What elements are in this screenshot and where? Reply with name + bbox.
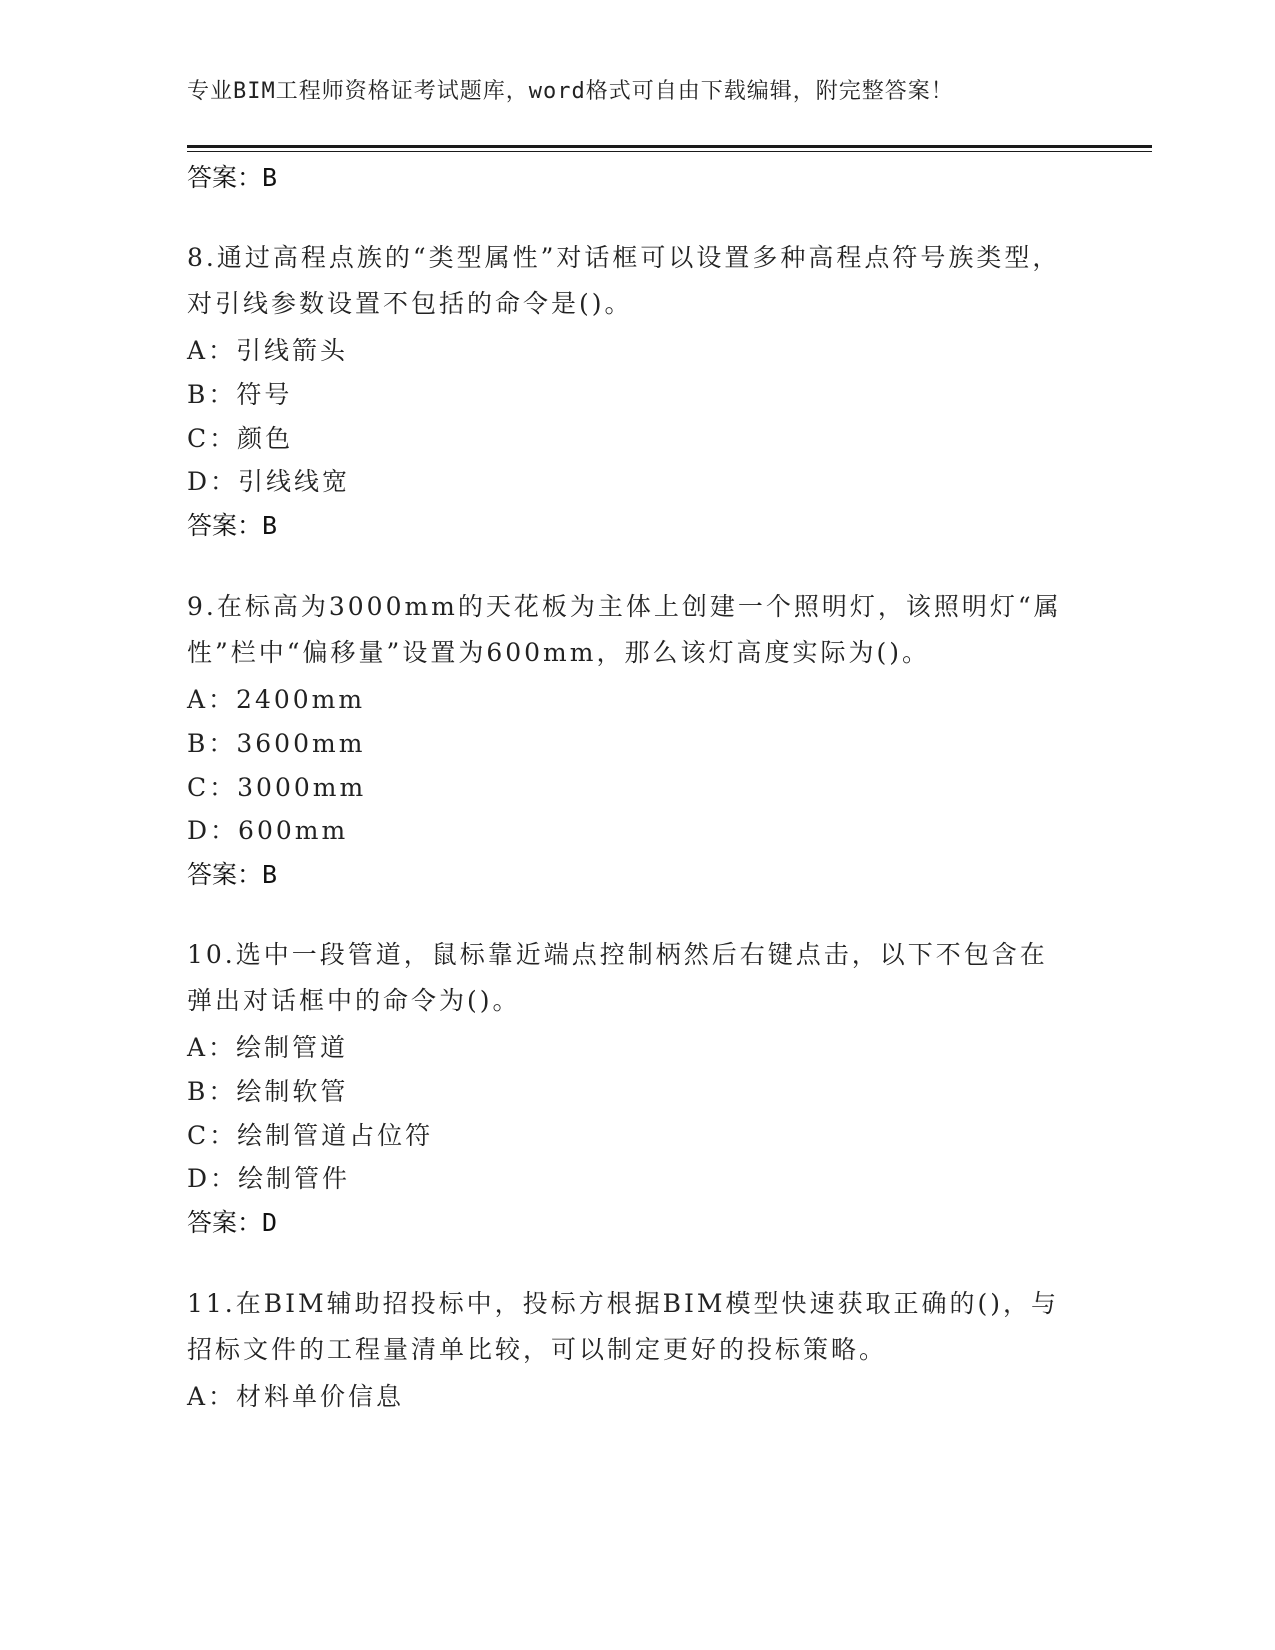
question-8-option-b: B：符号	[187, 380, 293, 409]
question-8-option-c: C：颜色	[187, 424, 294, 453]
question-9-answer: 答案：B	[187, 860, 278, 889]
question-10-option-c: C：绘制管道占位符	[187, 1121, 434, 1150]
page-header: 专业BIM工程师资格证考试题库，word格式可自由下载编辑，附完整答案！	[187, 79, 954, 104]
question-9-text: 9.在标高为3000mm的天花板为主体上创建一个照明灯，该照明灯“属性”栏中“偏移量”设置为600mm，那么该灯高度实际为()。	[187, 592, 1062, 667]
answer-previous: 答案：B	[187, 163, 278, 192]
question-9-option-c: C：3000mm	[187, 773, 367, 802]
header-rule-thick	[187, 145, 1152, 148]
question-8-option-a: A：引线箭头	[187, 336, 349, 365]
question-8-text: 8.通过高程点族的“类型属性”对话框可以设置多种高程点符号族类型，对引线参数设置不包括的命令是()。	[187, 243, 1061, 318]
question-9-option-a: A：2400mm	[187, 685, 366, 714]
question-8-answer: 答案：B	[187, 511, 278, 540]
question-9-option-b: B：3600mm	[187, 729, 366, 758]
question-8-option-d: D：引线线宽	[187, 467, 351, 496]
question-10-option-b: B：绘制软管	[187, 1077, 349, 1106]
question-10-option-a: A：绘制管道	[187, 1033, 349, 1062]
question-11-option-a: A：材料单价信息	[187, 1382, 405, 1411]
question-11-text: 11.在BIM辅助招投标中，投标方根据BIM模型快速获取正确的()，与招标文件的工程量清单比较，可以制定更好的投标策略。	[187, 1289, 1059, 1364]
question-9-option-d: D：600mm	[187, 816, 349, 845]
question-10-text: 10.选中一段管道，鼠标靠近端点控制柄然后右键点击，以下不包含在弹出对话框中的命令为()。	[187, 940, 1048, 1015]
question-10-answer: 答案：D	[187, 1208, 278, 1237]
header-rule-thin	[187, 151, 1152, 152]
question-10-option-d: D：绘制管件	[187, 1164, 351, 1193]
